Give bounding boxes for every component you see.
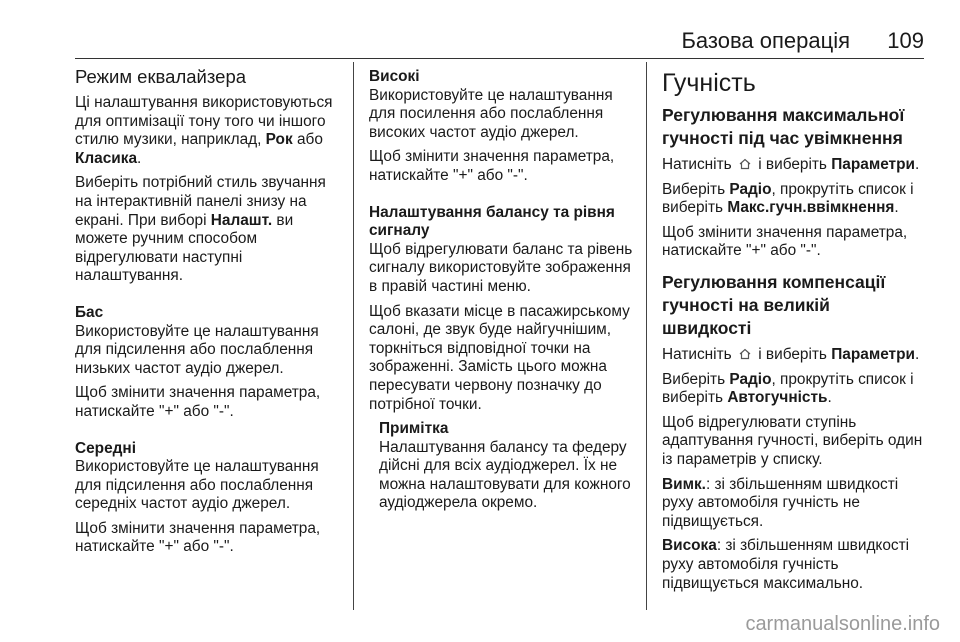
mid-text: Використовуйте це налаштування для підсилення або послаблення середніх частот аудіо джерел.	[75, 458, 319, 513]
high-title: Високі	[369, 68, 420, 85]
speed-step-2: Виберіть Радіо, прокрутіть список і виберіть Автогучність.	[662, 370, 914, 407]
header-title: Базова операція	[681, 28, 850, 53]
bass-title: Бас	[75, 303, 104, 321]
balance-text-2: Щоб вказати місце в пасажирському салоні, де звук буде найгучнішим, торкніться відповідної точки на зображенні. Замість цього можна пересувати червону позначку до потрібної точки.	[369, 302, 630, 413]
subheading-startup-volume: Регулювання максимальної гучності під час увімкнення	[662, 105, 905, 148]
equalizer-intro: Ці налаштування використовуються для оптимізації тону того чи іншого стилю музики, наприклад, Рок або Класика.	[75, 94, 333, 167]
balance-text: Щоб відрегулювати баланс та рівень сигналу використовуйте зображення в правій частині меню.	[369, 240, 633, 295]
high-change: Щоб змінити значення параметра, натискайте "+" або "-".	[369, 148, 615, 184]
column-2	[369, 62, 634, 519]
header-divider	[75, 58, 924, 59]
bass-text: Використовуйте це налаштування для підсилення або послаблення низьких частот аудіо джерел.	[75, 322, 319, 377]
watermark: carmanualsonline.info	[745, 613, 940, 635]
note-box	[379, 420, 634, 513]
speed-step-1: Натисніть і виберіть Параметри.	[662, 345, 920, 363]
equalizer-instructions: Виберіть потрібний стиль звучання на інтерактивній панелі знизу на екрані. При виборі Налашт. ви можете ручним способом відрегулювати наступні налаштування.	[75, 174, 326, 285]
column-divider-1	[353, 62, 354, 610]
section-heading-equalizer: Режим еквалайзера	[75, 66, 247, 87]
startup-step-2: Виберіть Радіо, прокрутіть список і виберіть Макс.гучн.ввімкнення.	[662, 180, 914, 217]
subheading-speed-compensation: Регулювання компенсації гучності на великій швидкості	[662, 271, 886, 338]
high-text: Використовуйте це налаштування для посилення або послаблення високих частот аудіо джерел.	[369, 86, 613, 141]
home-icon	[739, 348, 751, 360]
mid-title: Середні	[75, 439, 136, 457]
bass-change: Щоб змінити значення параметра, натискайте "+" або "-".	[75, 384, 321, 420]
note-text: Налаштування балансу та федеру дійсні для всіх аудіоджерел. Їх не можна налаштовувати для кожного аудіоджерела окремо.	[379, 438, 631, 512]
speed-step-3: Щоб відрегулювати ступінь адаптування гучності, виберіть один із параметрів у списку.	[662, 413, 923, 468]
startup-step-1: Натисніть і виберіть Параметри.	[662, 156, 920, 173]
option-high: Висока: зі збільшенням швидкості руху автомобіля гучність підвищується максимально.	[662, 537, 910, 592]
column-1	[75, 62, 347, 563]
column-divider-2	[646, 62, 647, 610]
balance-title: Налаштування балансу та рівня сигналу	[369, 203, 615, 240]
note-title: Примітка	[379, 420, 449, 438]
section-heading-volume: Гучність	[662, 69, 756, 97]
startup-step-3: Щоб змінити значення параметра, натискайте "+" або "-".	[662, 223, 908, 260]
column-3	[662, 62, 924, 599]
page-number: 109	[887, 28, 924, 53]
page-header	[0, 0, 960, 62]
mid-change: Щоб змінити значення параметра, натискайте "+" або "-".	[75, 519, 321, 556]
home-icon	[739, 158, 751, 170]
option-off: Вимк.: зі збільшенням швидкості руху автомобіля гучність не підвищується.	[662, 475, 899, 530]
